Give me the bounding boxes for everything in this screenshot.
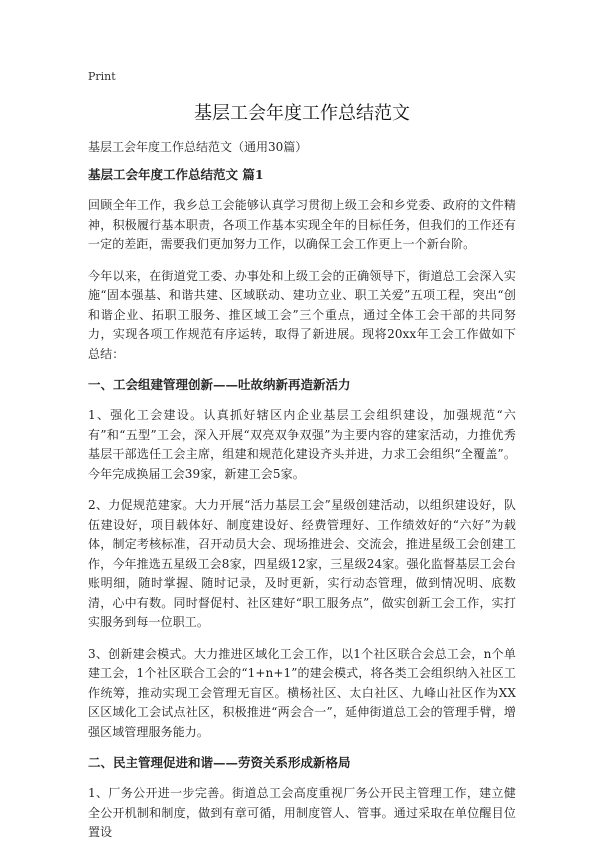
intro-paragraph-1: 回顾全年工作，我乡总工会能够认真学习贯彻上级工会和乡党委、政府的文件精神，积极履行基本职责，各项工作基本实现全年的目标任务，但我们的工作还有一定的差距，需要我们更加努力工作，以确保工会工作更上一个新台阶。 — [88, 198, 516, 251]
section1-paragraph-1: 1、强化工会建设。认真抓好辖区内企业基层工会组织建设，加强规范“六有”和“五型”工会，深入开展“双亮双争双强”为主要内容的建家活动，力推优秀基层干部选任工会主席，组建和规范化建设齐头并进，力求工会组织“全覆盖”。今年完成换届工会39家，新建工会5家。 — [88, 408, 516, 481]
section-heading-2: 二、民主管理促进和谐——劳资关系形成新格局 — [88, 755, 351, 770]
section1-paragraph-2: 2、力促规范建家。大力开展“活力基层工会”星级创建活动，以组织建设好，队伍建设好，项目载体好、制度建设好、经费管理好、工作绩效好的“六好”为载体，制定考核标准，召开动员大会、现场推进会、交流会，推进星级工会创建工作，今年推选五星级工会8家，四星级12家，三星级24家。强化监督基层工会台账明细，随时掌握、随时记录，及时更新，实行动态管理，做到情况明、底数清，心中有数。同时督促村、社区建好“职工服务点”，做实创新工会工作，实打实服务到每一位职工。 — [88, 498, 516, 629]
section1-paragraph-3: 3、创新建会模式。大力推进区域化工会工作，以1个社区联合会总工会，n个单建工会，1个社区联合工会的“1+n+1”的建会模式，将各类工会组织纳入社区工作统筹，推动实现工会管理无盲区。横杨社区、太白社区、九峰山社区作为XX区区域化工会试点社区，积极推进“两会合一”，延伸街道总工会的管理手臂，增强区域管理服务能力。 — [88, 646, 516, 739]
article-title: 基层工会年度工作总结范文 篇1 — [88, 167, 264, 182]
document-page — [88, 70, 516, 855]
document-title: 基层工会年度工作总结范文 — [194, 103, 410, 124]
print-link[interactable]: Print — [88, 70, 116, 83]
section2-paragraph-1: 1、厂务公开进一步完善。街道总工会高度重视厂务公开民主管理工作，建立健全公开机制和制度，做到有章可循，用制度管人、管事。通过采取在单位醒目位置设 — [88, 786, 516, 839]
document-subtitle: 基层工会年度工作总结范文（通用30篇） — [88, 140, 308, 154]
intro-paragraph-2: 今年以来，在街道党工委、办事处和上级工会的正确领导下，街道总工会深入实施“固本强基、和谐共建、区域联动、建功立业、职工关爱”五项工程，突出“创和谐企业、拓职工服务、推区域工会”三个重点，通过全体工会干部的共同努力，实现各项工作规范有序运转，取得了新进展。现将20xx年工会工作做如下总结： — [88, 268, 516, 361]
section-heading-1: 一、工会组建管理创新——吐故纳新再造新活力 — [88, 377, 351, 392]
